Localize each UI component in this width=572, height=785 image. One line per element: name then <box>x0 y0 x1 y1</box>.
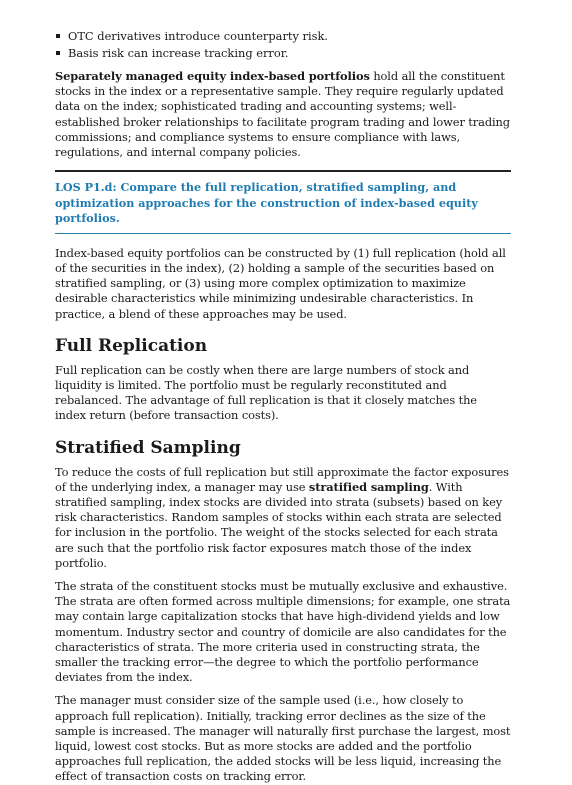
bullet-list <box>55 28 511 62</box>
bold-term: Separately managed equity index-based portfolios <box>55 69 370 83</box>
bullet-item: OTC derivatives introduce counterparty risk. <box>55 28 511 45</box>
los-box <box>55 170 511 234</box>
document-page <box>55 28 511 785</box>
bullet-item: Basis risk can increase tracking error. <box>55 45 511 62</box>
los-statement: LOS P1.d: Compare the full replication, stratified sampling, and optimization approaches for the construction of index-based equity portfolios. <box>55 180 478 226</box>
paragraph-text: To reduce the costs of full replication but still approximate the factor exposures of the underlying index, a manager may use <box>55 464 509 494</box>
separately-managed-paragraph <box>55 69 511 160</box>
full-replication-paragraph: Full replication can be costly when there are large numbers of stock and liquidity is limited. The portfolio must be regularly reconstituted and rebalanced. The advantage of full replication is that it closely matches the index return (before transaction costs). <box>55 362 477 423</box>
stratified-paragraph-1 <box>55 465 511 571</box>
paragraph-text: . With stratified sampling, index stocks are divided into strata (subsets) based on key risk characteristics. Random samples of stocks within each strata are selected for inclusion in the portfolio. The weight of the stocks selected for each strata are such that the portfolio risk factor exposures match those of the index portfolio. <box>55 479 503 570</box>
section-heading-stratified-sampling: Stratified Sampling <box>55 437 241 458</box>
stratified-paragraph-3: The manager must consider size of the sample used (i.e., how closely to approach full replication). Initially, tracking error declines as the size of the sample is increased. The manager will naturally first purchase the largest, most liquid, lowest cost stocks. But as more stocks are added and the portfolio approaches full replication, the added stocks will be less liquid, increasing the effect of transaction costs on tracking error. <box>55 693 511 784</box>
section-heading-full-replication: Full Replication <box>55 335 208 356</box>
bold-term: stratified sampling <box>308 479 429 494</box>
intro-paragraph: Index-based equity portfolios can be constructed by (1) full replication (hold all of the securities in the index), (2) holding a sample of the securities based on stratified sampling, or (3) using more complex optimization to maximize desirable characteristics while minimizing undesirable characteristics. In practice, a blend of these approaches may be used. <box>55 245 506 321</box>
stratified-paragraph-2: The strata of the constituent stocks must be mutually exclusive and exhaustive. The strata are often formed across multiple dimensions; for example, one strata may contain large capitalization stocks that have high-dividend yields and low momentum. Industry sector and country of domicile are also candidates for the characteristics of strata. The more criteria used in constructing strata, the smaller the tracking error—the degree to which the portfolio performance deviates from the index. <box>55 578 511 685</box>
paragraph-text: hold all the constituent stocks in the index or a representative sample. They require regularly updated data on the index; sophisticated trading and accounting systems; well-established broker relationships to facilitate program trading and lower trading commissions; and compliance systems to ensure compliance with laws, regulations, and internal company policies. <box>55 69 510 160</box>
